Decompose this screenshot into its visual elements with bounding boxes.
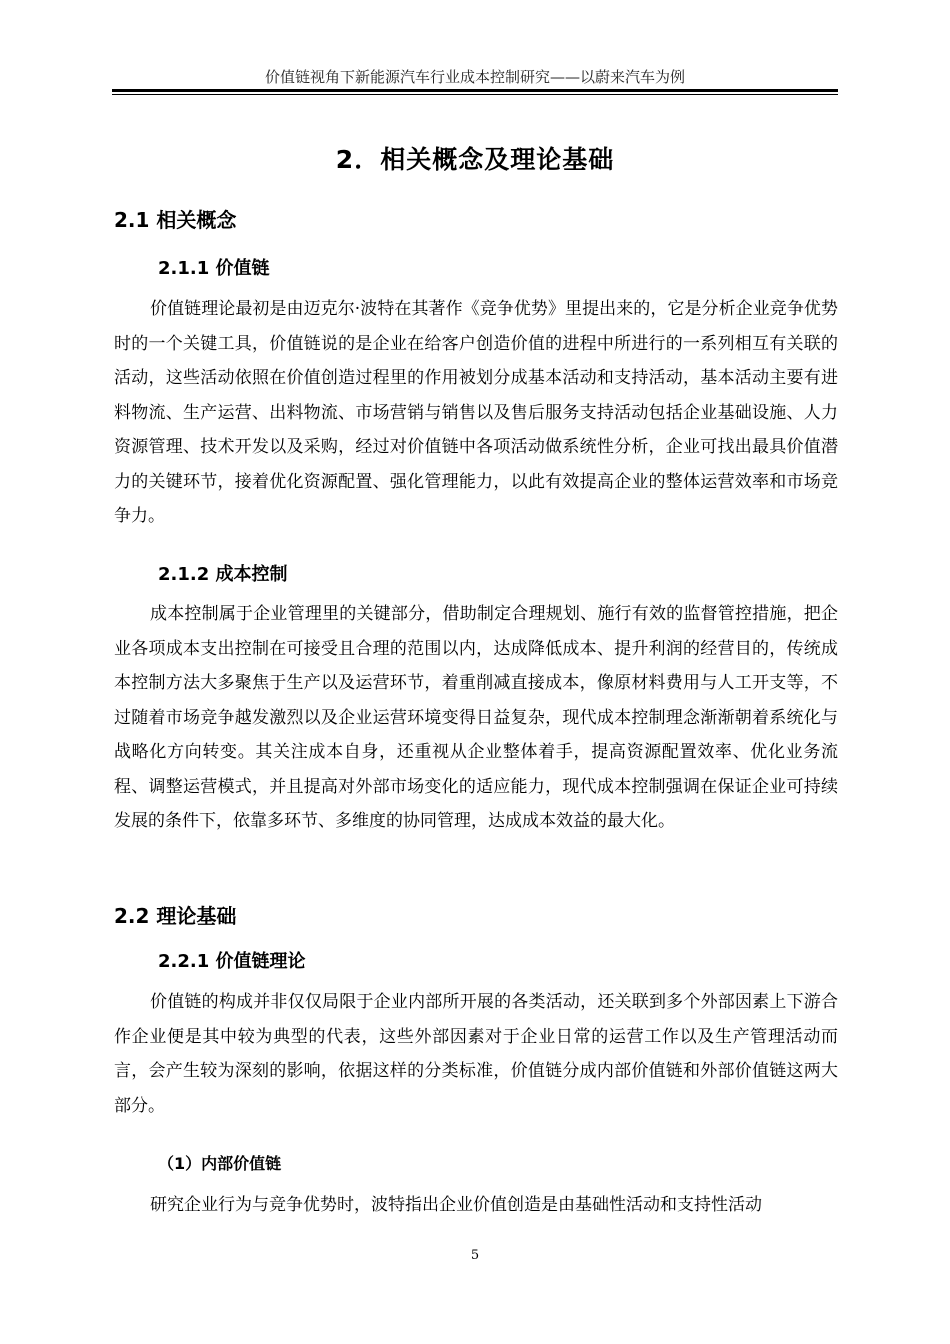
section-heading-2-1-1: 2.1.1 价值链 (158, 258, 270, 279)
paragraph-2-2-1: 价值链的构成并非仅仅局限于企业内部所开展的各类活动，还关联到多个外部因素上下游合作企业便是其中较为典型的代表，这些外部因素对于企业日常的运营工作以及生产管理活动而言，会产生较为深刻的影响，依据这样的分类标准，价值链分成内部价值链和外部价值链这两大部分。 (114, 992, 838, 1116)
header-rule-thin (112, 94, 838, 95)
section-heading-2-1-2: 2.1.2 成本控制 (158, 564, 288, 585)
section-heading-2-2: 2.2 理论基础 (114, 904, 237, 928)
section-heading-2-2-1: 2.2.1 价值链理论 (158, 951, 306, 972)
header-rule-thick (112, 89, 838, 92)
chapter-title: 2．相关概念及理论基础 (335, 145, 615, 174)
paragraph-internal-value-chain: 研究企业行为与竞争优势时，波特指出企业价值创造是由基础性活动和支持性活动 (150, 1195, 762, 1215)
subheading-internal-value-chain: （1）内部价值链 (158, 1154, 282, 1173)
running-header: 价值链视角下新能源汽车行业成本控制研究——以蔚来汽车为例 (264, 68, 685, 86)
paragraph-2-1-2: 成本控制属于企业管理里的关键部分，借助制定合理规划、施行有效的监督管控措施，把企业各项成本支出控制在可接受且合理的范围以内，达成降低成本、提升利润的经营目的，传统成本控制方法大多聚焦于生产以及运营环节，着重削减直接成本，像原材料费用与人工开支等，不过随着市场竞争越发激烈以及企业运营环境变得日益复杂，现代成本控制理念渐渐朝着系统化与战略化方向转变。其关注成本自身，还重视从企业整体着手，提高资源配置效率、优化业务流程、调整运营模式，并且提高对外部市场变化的适应能力，现代成本控制强调在保证企业可持续发展的条件下，依靠多环节、多维度的协同管理，达成成本效益的最大化。 (114, 604, 838, 831)
page-number: 5 (470, 1248, 480, 1263)
paragraph-2-1-1: 价值链理论最初是由迈克尔·波特在其著作《竞争优势》里提出来的，它是分析企业竞争优势时的一个关键工具，价值链说的是企业在给客户创造价值的进程中所进行的一系列相互有关联的活动，这些活动依照在价值创造过程里的作用被划分成基本活动和支持活动，基本活动主要有进料物流、生产运营、出料物流、市场营销与销售以及售后服务支持活动包括企业基础设施、人力资源管理、技术开发以及采购，经过对价值链中各项活动做系统性分析，企业可找出最具价值潜力的关键环节，接着优化资源配置、强化管理能力，以此有效提高企业的整体运营效率和市场竞争力。 (114, 299, 838, 526)
section-heading-2-1: 2.1 相关概念 (114, 208, 237, 232)
